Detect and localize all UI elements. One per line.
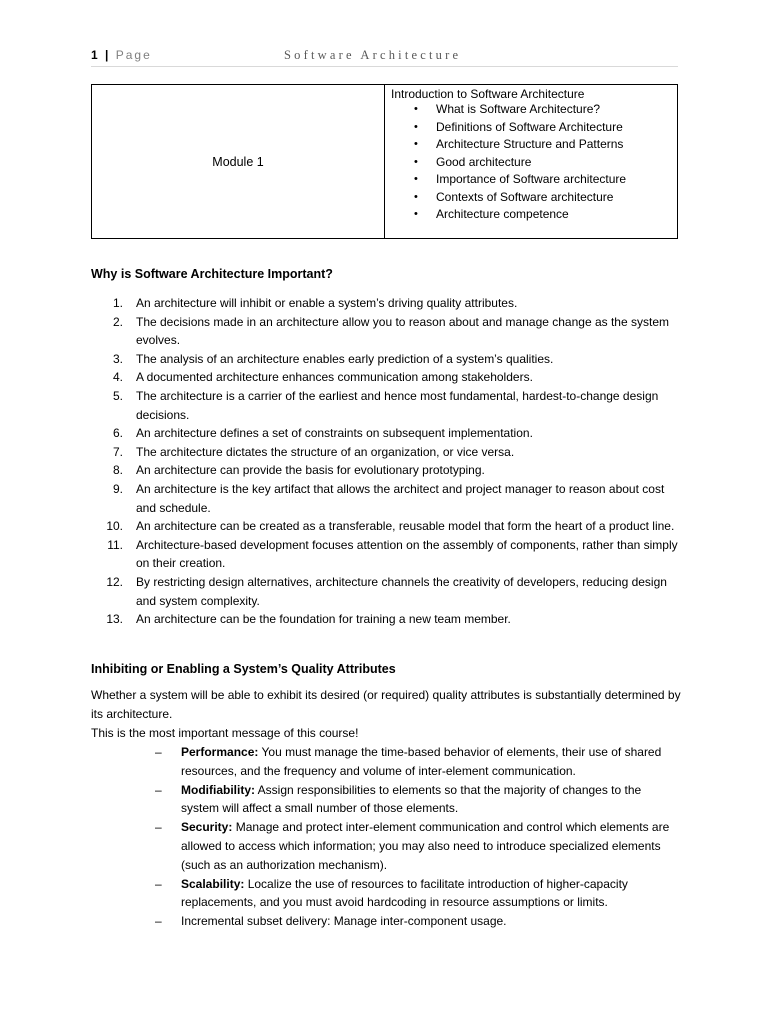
bullet-icon: • xyxy=(414,208,418,220)
dash-icon: – xyxy=(155,745,162,759)
list-item xyxy=(91,424,681,443)
item-number: 4. xyxy=(112,370,123,385)
attribute-item-performance xyxy=(155,743,680,781)
attribute-text: Manage and protect inter-element communication and control which elements are allowed to access which information; you may also need to introduce specialized elements (such as an authorization mechanism). xyxy=(181,820,670,872)
item-text: The architecture is a carrier of the earliest and hence most fundamental, hardest-to-change design decisions. xyxy=(136,388,659,422)
bullet-icon: • xyxy=(414,138,418,150)
topic-text: What is Software Architecture? xyxy=(436,102,601,116)
item-number: 13. xyxy=(106,612,123,627)
dash-icon: – xyxy=(155,820,162,835)
quality-attribute-list xyxy=(155,743,680,931)
attribute-item-scalability xyxy=(155,875,680,913)
importance-list xyxy=(91,294,681,629)
section-heading-importance: Why is Software Architecture Important? xyxy=(91,267,333,281)
attribute-item-security xyxy=(155,818,680,874)
page-header xyxy=(91,46,678,67)
attribute-item-modifiability xyxy=(155,781,680,819)
item-text: Architecture-based development focuses attention on the assembly of components, rather than simply on their creation. xyxy=(136,537,678,571)
attribute-text: Localize the use of resources to facilitate introduction of higher-capacity replacements, and you must avoid hardcoding in resource assumptions or limits. xyxy=(181,876,628,910)
bullet-icon: • xyxy=(414,190,418,203)
list-item xyxy=(91,573,681,610)
section-heading-quality-attributes: Inhibiting or Enabling a System’s Quality Attributes xyxy=(91,662,396,676)
item-number: 12. xyxy=(106,574,123,589)
list-item xyxy=(91,461,681,480)
item-text: The analysis of an architecture enables early prediction of a system’s qualities. xyxy=(136,351,554,366)
list-item xyxy=(91,536,681,573)
intro-paragraph xyxy=(91,686,681,743)
topic-item xyxy=(391,154,673,172)
bullet-icon: • xyxy=(414,103,418,115)
header-separator: | xyxy=(105,48,111,62)
item-text: An architecture can be created as a transferable, reusable model that form the heart of a product line. xyxy=(136,519,675,534)
bullet-icon: • xyxy=(414,120,418,133)
topic-text: Good architecture xyxy=(436,154,532,169)
topic-text: Contexts of Software architecture xyxy=(436,189,614,204)
item-number: 1. xyxy=(112,296,123,310)
attribute-text: Incremental subset delivery: Manage inter-component usage. xyxy=(181,914,507,929)
topic-item xyxy=(391,119,673,137)
page-number: 1 xyxy=(91,48,100,62)
attribute-item-incremental-delivery xyxy=(155,912,680,931)
topic-item xyxy=(391,206,673,224)
topic-text: Importance of Software architecture xyxy=(436,172,627,186)
topic-text: Architecture competence xyxy=(436,207,569,221)
bullet-icon: • xyxy=(414,155,418,168)
attribute-text: You must manage the time-based behavior of elements, their use of shared resources, and the frequency and volume of inter-element communication. xyxy=(181,745,662,778)
item-number: 5. xyxy=(112,388,123,403)
attribute-term: Security: xyxy=(181,820,233,835)
item-text: An architecture can be the foundation for training a new team member. xyxy=(136,612,511,627)
item-text: An architecture will inhibit or enable a system’s driving quality attributes. xyxy=(136,296,518,310)
dash-icon: – xyxy=(155,782,162,797)
topics-title: Introduction to Software Architecture xyxy=(391,87,585,101)
list-item xyxy=(91,387,681,424)
list-item xyxy=(91,480,681,517)
list-item xyxy=(91,517,681,536)
item-text: An architecture can provide the basis for evolutionary prototyping. xyxy=(136,463,485,478)
item-number: 11. xyxy=(107,537,123,552)
dash-icon: – xyxy=(155,914,162,929)
item-text: The architecture dictates the structure of an organization, or vice versa. xyxy=(136,444,515,459)
item-number: 10. xyxy=(106,519,123,534)
document-title: Software Architecture xyxy=(284,48,462,62)
module-label: Module 1 xyxy=(212,154,264,169)
item-text: An architecture is the key artifact that allows the architect and project manager to reason about cost and schedule. xyxy=(136,481,665,515)
item-number: 8. xyxy=(112,463,123,478)
list-item xyxy=(91,443,681,462)
list-item xyxy=(91,610,681,629)
dash-icon: – xyxy=(155,876,162,891)
list-item xyxy=(91,368,681,387)
bullet-icon: • xyxy=(414,173,418,185)
topic-text: Architecture Structure and Patterns xyxy=(436,137,624,151)
topic-item xyxy=(391,189,673,207)
item-text: The decisions made in an architecture allow you to reason about and manage change as the system evolves. xyxy=(136,314,669,348)
item-number: 9. xyxy=(112,481,123,496)
topic-item xyxy=(391,136,673,154)
attribute-term: Scalability: xyxy=(181,876,245,891)
module-cell xyxy=(92,85,385,238)
topic-text: Definitions of Software Architecture xyxy=(436,119,623,134)
list-item xyxy=(91,350,681,369)
item-text: An architecture defines a set of constraints on subsequent implementation. xyxy=(136,426,533,441)
item-number: 2. xyxy=(112,314,123,329)
topics-cell xyxy=(391,87,673,224)
page-word: Page xyxy=(115,48,152,62)
topic-item xyxy=(391,171,673,189)
emphasis-text: This is the most important message of this course! xyxy=(91,726,359,740)
page-label xyxy=(91,48,152,62)
item-text: By restricting design alternatives, architecture channels the creativity of developers, reducing design and system complexity. xyxy=(136,574,667,608)
topic-item xyxy=(391,101,673,119)
topics-list xyxy=(391,101,673,224)
attribute-text: Assign responsibilities to elements so that the majority of changes to the system will affect a small number of those elements. xyxy=(181,782,642,816)
item-number: 3. xyxy=(112,351,123,366)
item-text: A documented architecture enhances communication among stakeholders. xyxy=(136,370,533,385)
item-number: 7. xyxy=(112,444,123,459)
list-item xyxy=(91,313,681,350)
item-number: 6. xyxy=(112,426,123,441)
attribute-term: Modifiability: xyxy=(181,782,255,797)
module-table xyxy=(91,84,678,239)
attribute-term: Performance: xyxy=(181,745,259,759)
list-item xyxy=(91,294,681,313)
paragraph-text: Whether a system will be able to exhibit its desired (or required) quality attributes is substantially determined by its architecture. xyxy=(91,688,681,721)
